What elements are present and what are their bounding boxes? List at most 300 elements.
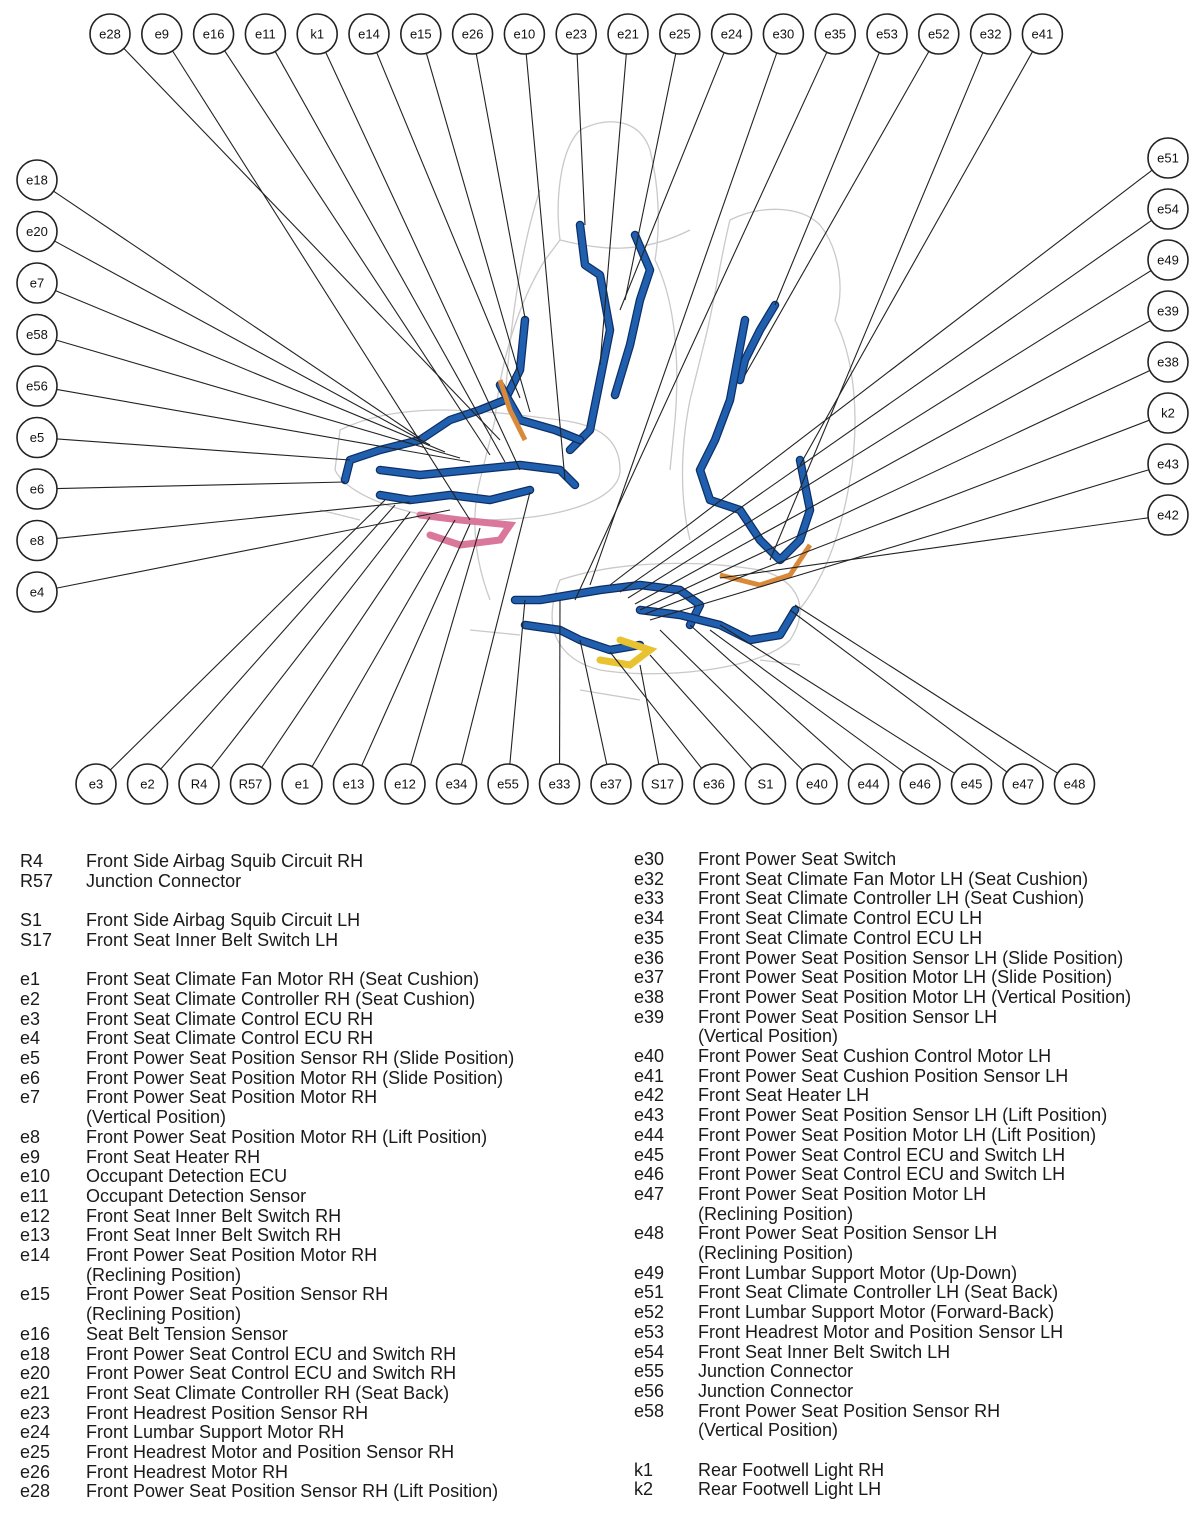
callout-e34: [437, 764, 477, 804]
leader-line-e13: [362, 524, 470, 766]
callout-label: e11: [255, 26, 276, 42]
callout-label: e3: [88, 776, 104, 792]
callout-e42: [1148, 495, 1188, 535]
leader-line-e39: [635, 321, 1150, 604]
legend-row: [20, 1029, 610, 1049]
leader-line-e58: [56, 340, 460, 458]
callout-e5: [17, 418, 57, 458]
leader-line-e21: [600, 54, 626, 365]
legend-description: Front Seat Climate Control ECU LH: [698, 908, 983, 929]
legend-code: e58: [634, 1400, 665, 1421]
legend-code: e41: [634, 1065, 665, 1086]
callout-e11: [245, 14, 285, 54]
legend-code: e32: [634, 868, 665, 889]
leader-line-e49: [628, 271, 1151, 598]
callout-e44: [849, 764, 889, 804]
leader-line-r4: [211, 512, 410, 768]
legend-code: e53: [634, 1321, 665, 1342]
legend-description: Front Power Seat Position Motor RH: [86, 1087, 378, 1108]
callout-e23: [556, 14, 596, 54]
callout-e46: [900, 764, 940, 804]
legend-description: Front Seat Heater RH: [86, 1146, 261, 1167]
legend-description: Front Seat Inner Belt Switch LH: [698, 1341, 951, 1362]
legend-description: (Vertical Position): [698, 1026, 839, 1047]
legend-row: [20, 1266, 610, 1286]
legend-row: [634, 1323, 1194, 1343]
callout-label: e40: [806, 776, 828, 792]
callout-label: e43: [1157, 456, 1179, 472]
callout-label: S1: [757, 776, 774, 792]
leader-line-e24: [620, 53, 724, 310]
leader-line-e45: [720, 625, 955, 773]
legend-description: Front Seat Climate Controller RH (Seat Cushion): [86, 988, 476, 1009]
callout-label: e16: [202, 26, 225, 42]
callout-label: e6: [29, 481, 45, 497]
callout-k1: [297, 14, 337, 54]
legend-description: Front Seat Climate Control ECU LH: [698, 927, 983, 948]
legend-row: [634, 909, 1194, 929]
callout-e30: [763, 14, 803, 54]
callout-label: e42: [1157, 507, 1179, 523]
callout-label: e53: [876, 26, 898, 42]
leader-line-e23: [577, 54, 585, 225]
callout-label: e52: [927, 26, 950, 42]
legend-row: [634, 1146, 1194, 1166]
callout-label: e4: [29, 584, 45, 600]
legend-right-column: [634, 850, 1194, 1500]
legend-code: e56: [634, 1380, 665, 1401]
callout-e52: [919, 14, 959, 54]
callout-label: e21: [617, 26, 639, 42]
callout-e32: [971, 14, 1011, 54]
legend-description: Front Power Seat Position Motor RH: [86, 1245, 378, 1266]
callout-label: e13: [342, 776, 365, 792]
legend-code: e34: [634, 908, 665, 929]
callout-label: e7: [29, 275, 45, 291]
legend-code: e39: [634, 1006, 665, 1027]
callout-label: e49: [1157, 252, 1179, 268]
legend-row: [20, 970, 610, 990]
callout-label: S17: [650, 776, 675, 792]
callout-label: e9: [154, 26, 170, 42]
leader-line-e18: [54, 191, 420, 438]
callout-e47: [1003, 764, 1043, 804]
legend-description: Front Lumbar Support Motor RH: [86, 1422, 345, 1443]
callout-label: e14: [358, 26, 380, 42]
callout-s17: [643, 764, 683, 804]
legend-row: [634, 1224, 1194, 1244]
callout-e20: [17, 212, 57, 252]
legend-row: [20, 1364, 610, 1384]
legend-row: [20, 852, 610, 872]
callout-e24: [712, 14, 752, 54]
legend-description: Front Headrest Motor RH: [86, 1461, 289, 1482]
harness-lh: [515, 305, 810, 650]
legend-code: e9: [20, 1146, 41, 1167]
legend-row: [20, 1482, 610, 1502]
legend-code: e55: [634, 1361, 665, 1382]
legend-gap: [20, 951, 610, 971]
callout-s1: [746, 764, 786, 804]
legend-code: k1: [634, 1459, 654, 1480]
leader-line-s1: [650, 655, 752, 769]
legend-code: e28: [20, 1481, 51, 1502]
legend-row: [20, 1384, 610, 1404]
callout-label: e41: [1031, 26, 1054, 42]
legend-row: [20, 1285, 610, 1305]
legend-row: [20, 1246, 610, 1266]
callout-e3: [76, 764, 116, 804]
callout-label: e54: [1157, 201, 1179, 217]
legend-row: [20, 1108, 610, 1128]
legend-row: [20, 1207, 610, 1227]
callout-label: e5: [29, 430, 45, 445]
leader-line-e9: [173, 51, 470, 520]
legend-description: (Vertical Position): [698, 1420, 839, 1441]
legend-code: e45: [634, 1144, 665, 1165]
legend-code: R4: [20, 851, 44, 871]
legend-code: e11: [20, 1185, 49, 1206]
leader-line-e47: [790, 610, 1007, 772]
leader-line-r57: [262, 517, 430, 767]
legend-code: e25: [20, 1442, 51, 1463]
legend-code: e44: [634, 1124, 665, 1145]
legend-row: [634, 889, 1194, 909]
legend-description: Front Power Seat Position Sensor RH: [86, 1284, 389, 1305]
callout-e28: [90, 14, 130, 54]
legend-code: S1: [20, 910, 43, 931]
callout-label: e58: [26, 327, 48, 342]
legend-description: Junction Connector: [86, 870, 242, 891]
callout-e21: [608, 14, 648, 54]
legend-description: Front Power Seat Switch: [698, 849, 897, 869]
legend-code: e10: [20, 1166, 51, 1187]
legend-description: Front Seat Climate Controller LH (Seat Back): [698, 1282, 1059, 1303]
callout-e14: [349, 14, 389, 54]
leader-line-e48: [795, 605, 1058, 773]
legend-description: Front Power Seat Position Sensor RH (Slide Position): [86, 1048, 515, 1068]
callout-e26: [453, 14, 493, 54]
legend-description: Front Side Airbag Squib Circuit RH: [86, 851, 364, 871]
callout-label: e8: [29, 533, 45, 548]
leader-line-e4: [57, 510, 450, 588]
callout-label: e12: [394, 776, 416, 792]
leader-line-e16: [225, 51, 490, 455]
legend-description: Front Headrest Position Sensor RH: [86, 1402, 369, 1423]
legend-code: e49: [634, 1262, 665, 1283]
callout-e56: [17, 366, 57, 406]
legend-description: Junction Connector: [698, 1361, 854, 1382]
legend-description: Front Seat Climate Control ECU RH: [86, 1028, 374, 1049]
callout-e15: [401, 14, 441, 54]
legend-description: Front Power Seat Cushion Control Motor LH: [698, 1046, 1052, 1067]
leader-line-e40: [660, 630, 803, 770]
legend-row: [20, 1305, 610, 1325]
leader-line-e41: [800, 51, 1033, 465]
legend-code: e20: [20, 1363, 51, 1384]
callout-label: e56: [26, 378, 48, 394]
legend-code: e38: [634, 986, 665, 1007]
callout-e4: [17, 572, 57, 612]
legend-code: e6: [20, 1067, 41, 1088]
legend-description: Front Power Seat Control ECU and Switch LH: [698, 1164, 1066, 1185]
leader-line-e44: [690, 625, 854, 771]
legend-row: [20, 1187, 610, 1207]
legend-description: Front Power Seat Position Motor LH (Lift Position): [698, 1124, 1097, 1145]
callout-e10: [504, 14, 544, 54]
callout-label: e46: [909, 776, 931, 792]
callout-e6: [17, 469, 57, 509]
legend-code: e35: [634, 927, 665, 948]
legend-description: Front Seat Climate Fan Motor RH (Seat Cushion): [86, 969, 480, 990]
callout-label: e36: [703, 776, 725, 792]
callout-e43: [1148, 444, 1188, 484]
legend-row: [20, 1069, 610, 1089]
callout-e49: [1148, 240, 1188, 280]
legend-description: Front Lumbar Support Motor (Up-Down): [698, 1262, 1018, 1283]
callout-e40: [797, 764, 837, 804]
leader-line-e34: [461, 492, 530, 765]
legend-description: Occupant Detection Sensor: [86, 1185, 307, 1206]
legend-row: [634, 1165, 1194, 1185]
legend-description: Front Seat Climate Controller RH (Seat Back): [86, 1382, 450, 1403]
legend-code: e14: [20, 1245, 51, 1266]
legend-row: [634, 1047, 1194, 1067]
legend-row: [634, 929, 1194, 949]
legend-row: [20, 1088, 610, 1108]
legend-description: Front Headrest Motor and Position Sensor RH: [86, 1442, 455, 1463]
legend-gap: [634, 1441, 1194, 1461]
legend-code: e46: [634, 1164, 665, 1185]
legend-row: [20, 931, 610, 951]
callout-label: e48: [1063, 776, 1086, 792]
legend-row: [634, 1461, 1194, 1481]
legend-row: [634, 1402, 1194, 1422]
leader-line-e26: [476, 54, 525, 318]
callout-label: e51: [1157, 150, 1179, 166]
callout-e58: [17, 315, 57, 355]
legend-description: (Reclining Position): [698, 1243, 854, 1264]
legend-code: e4: [20, 1028, 41, 1049]
callout-label: R4: [190, 776, 208, 792]
legend-code: R57: [20, 870, 54, 891]
legend-description: Front Power Seat Position Motor LH (Slide Position): [698, 967, 1113, 988]
legend-description: (Reclining Position): [86, 1304, 242, 1325]
legend-description: Front Headrest Motor and Position Sensor LH: [698, 1321, 1064, 1342]
legend-row: [634, 1106, 1194, 1126]
leader-line-e11: [275, 51, 505, 462]
legend-code: e36: [634, 947, 665, 968]
legend-code: [20, 1266, 86, 1286]
legend-description: Junction Connector: [698, 1380, 854, 1401]
legend-row: [634, 1185, 1194, 1205]
legend-row: [20, 1345, 610, 1365]
callout-label: e44: [857, 776, 880, 792]
leader-line-e43: [650, 470, 1149, 620]
callout-e51: [1148, 138, 1188, 178]
legend-description: Front Power Seat Control ECU and Switch RH: [86, 1363, 457, 1384]
legend-code: e54: [634, 1341, 665, 1362]
callout-e8: [17, 521, 57, 561]
legend-code: [20, 1108, 86, 1128]
legend-description: Occupant Detection ECU: [86, 1166, 288, 1187]
callout-r4: [179, 764, 219, 804]
legend-row: [634, 1362, 1194, 1382]
legend-code: e47: [634, 1183, 665, 1204]
leader-line-e15: [426, 53, 530, 412]
legend-code: e37: [634, 967, 665, 988]
legend-row: [20, 1128, 610, 1148]
legend-code: e43: [634, 1105, 665, 1126]
leader-line-e5: [57, 439, 350, 460]
legend-row: [634, 1343, 1194, 1363]
callout-label: e15: [409, 26, 432, 42]
callout-label: e45: [960, 776, 983, 792]
legend-row: [20, 1325, 610, 1345]
leader-line-e38: [640, 371, 1150, 610]
callout-label: e55: [497, 776, 519, 792]
legend-description: Front Power Seat Position Sensor RH: [698, 1400, 1001, 1421]
leader-line-e46: [710, 630, 904, 772]
legend-code: e42: [634, 1085, 665, 1106]
leader-line-e8: [57, 502, 410, 538]
legend-row: [20, 990, 610, 1010]
legend-code: e21: [20, 1382, 51, 1403]
legend-code: e2: [20, 988, 41, 1009]
legend-description: Front Power Seat Position Motor LH (Vertical Position): [698, 986, 1132, 1007]
legend-description: Front Power Seat Position Motor RH (Slide Position): [86, 1067, 504, 1088]
legend-description: Front Power Seat Position Sensor LH (Slide Position): [698, 947, 1124, 968]
legend-description: Front Seat Inner Belt Switch RH: [86, 1205, 342, 1226]
callout-label: e20: [26, 224, 48, 239]
legend-row: [634, 850, 1194, 870]
callout-label: e28: [99, 26, 121, 42]
callout-label: e38: [1157, 354, 1179, 370]
legend-code: k2: [634, 1479, 654, 1500]
legend-row: [20, 1404, 610, 1424]
legend-row: [634, 1480, 1194, 1500]
callout-e48: [1055, 764, 1095, 804]
legend-row: [634, 1264, 1194, 1284]
callout-e53: [867, 14, 907, 54]
legend-code: e33: [634, 888, 665, 909]
seat-outline-rh: [320, 122, 690, 635]
legend-row: [20, 911, 610, 931]
callout-label: k2: [1161, 405, 1175, 421]
leader-line-e20: [55, 241, 430, 445]
legend-row: [634, 949, 1194, 969]
callout-label: e39: [1157, 303, 1179, 319]
legend-description: (Reclining Position): [698, 1203, 854, 1224]
legend-code: e18: [20, 1343, 51, 1364]
callout-label: e23: [565, 26, 588, 42]
legend-row: [634, 1086, 1194, 1106]
leader-line-k1: [326, 52, 520, 470]
callout-e37: [591, 764, 631, 804]
legend-row: [634, 1205, 1194, 1225]
legend-description: Front Seat Heater LH: [698, 1085, 870, 1106]
legend-description: Front Seat Climate Controller LH (Seat Cushion): [698, 888, 1085, 909]
callout-label: e33: [548, 776, 571, 792]
callout-label: e10: [513, 26, 536, 42]
callout-e25: [660, 14, 700, 54]
leader-line-e54: [620, 220, 1152, 592]
legend-description: Front Power Seat Control ECU and Switch LH: [698, 1144, 1066, 1165]
callout-label: e26: [461, 26, 484, 42]
legend-gap: [20, 891, 610, 911]
callout-e36: [694, 764, 734, 804]
legend-description: Front Side Airbag Squib Circuit LH: [86, 910, 361, 931]
callout-r57: [231, 764, 271, 804]
legend-code: e1: [20, 969, 41, 990]
legend-code: S17: [20, 929, 53, 950]
legend-description: Front Power Seat Position Motor RH (Lift Position): [86, 1126, 488, 1147]
legend-code: e5: [20, 1048, 41, 1068]
legend-row: [634, 870, 1194, 890]
legend-code: [634, 1421, 698, 1441]
harness-rh: [345, 225, 650, 500]
legend-row: [634, 1008, 1194, 1028]
legend-row: [634, 1421, 1194, 1441]
legend-code: e52: [634, 1302, 665, 1323]
legend-code: [634, 1244, 698, 1264]
callout-label: k1: [310, 26, 325, 42]
callout-e38: [1148, 342, 1188, 382]
legend-code: e13: [20, 1225, 51, 1246]
legend-code: e51: [634, 1282, 665, 1303]
legend-description: Front Power Seat Position Sensor RH (Lift Position): [86, 1481, 499, 1502]
leader-line-e6: [57, 482, 345, 489]
leader-line-k2: [645, 420, 1149, 614]
legend-code: e12: [20, 1205, 51, 1226]
legend-row: [20, 872, 610, 892]
legend-code: e23: [20, 1402, 51, 1423]
legend-description: Front Power Seat Position Motor LH: [698, 1183, 987, 1204]
legend-row: [20, 1049, 610, 1069]
callout-label: e47: [1012, 776, 1034, 792]
legend-row: [634, 1382, 1194, 1402]
callout-label: e18: [26, 172, 48, 188]
leader-line-e3: [110, 500, 385, 770]
callout-e55: [488, 764, 528, 804]
leader-line-e52: [745, 51, 929, 375]
callout-label: e37: [600, 776, 622, 792]
callout-e33: [540, 764, 580, 804]
legend-description: Front Power Seat Position Sensor LH (Lift Position): [698, 1105, 1108, 1126]
legend-row: [20, 1463, 610, 1483]
callout-label: e2: [140, 776, 155, 792]
legend-code: e48: [634, 1223, 665, 1244]
callout-k2: [1148, 393, 1188, 433]
callout-e45: [952, 764, 992, 804]
callout-e41: [1022, 14, 1062, 54]
callout-label: e24: [720, 26, 743, 42]
legend-row: [634, 1126, 1194, 1146]
legend-description: (Vertical Position): [86, 1107, 227, 1128]
legend-description: Rear Footwell Light RH: [698, 1459, 885, 1480]
legend-description: Rear Footwell Light LH: [698, 1479, 882, 1500]
legend-description: (Reclining Position): [86, 1264, 242, 1285]
callout-e39: [1148, 291, 1188, 331]
legend-row: [634, 988, 1194, 1008]
legend-code: e16: [20, 1323, 51, 1344]
legend-code: e15: [20, 1284, 51, 1305]
callout-label: e1: [294, 776, 310, 792]
callout-label: R57: [238, 776, 263, 792]
legend-row: [20, 1010, 610, 1030]
leader-line-e12: [411, 528, 480, 765]
leader-line-e32: [770, 52, 983, 560]
